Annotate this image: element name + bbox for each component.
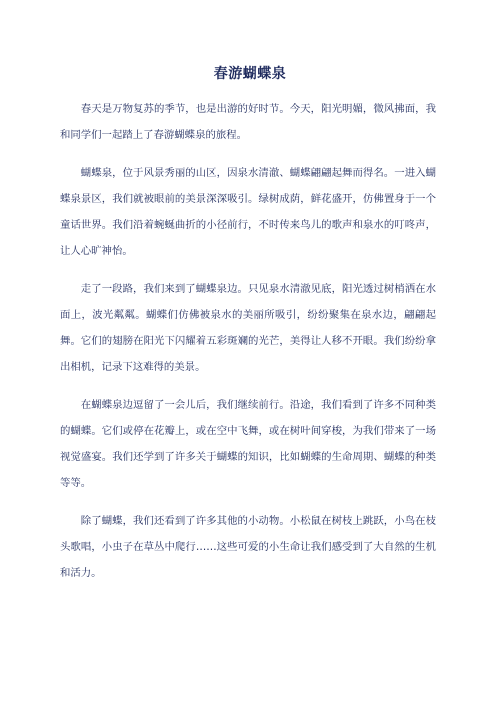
paragraph: 在蝴蝶泉边逗留了一会儿后，我们继续前行。沿途，我们看到了许多不同种类的蝴蝶。它们或停在花瓣上，或在空中飞舞，或在树叶间穿梭，为我们带来了一场视觉盛宴。我们还学到了许多关于蝴蝶的知识，比如蝴蝶的生命周期、蝴蝶的种类等等。 <box>60 399 436 489</box>
document-body <box>60 96 436 598</box>
document-title: 春游蝴蝶泉 <box>213 66 287 82</box>
paragraph: 蝴蝶泉，位于风景秀丽的山区，因泉水清澈、蝴蝶翩翩起舞而得名。一进入蝴蝶泉景区，我们就被眼前的美景深深吸引。绿树成荫，鲜花盛开，仿佛置身于一个童话世界。我们沿着蜿蜒曲折的小径前行，不时传来鸟儿的歌声和泉水的叮咚声，让人心旷神怡。 <box>60 167 436 257</box>
paragraph: 走了一段路，我们来到了蝴蝶泉边。只见泉水清澈见底，阳光透过树梢洒在水面上，波光粼粼。蝴蝶们仿佛被泉水的美丽所吸引，纷纷聚集在泉水边，翩翩起舞。它们的翅膀在阳光下闪耀着五彩斑斓的光芒，美得让人移不开眼。我们纷纷拿出相机，记录下这难得的美景。 <box>60 283 436 373</box>
paragraph: 春天是万物复苏的季节，也是出游的好时节。今天，阳光明媚，微风拂面，我和同学们一起踏上了春游蝴蝶泉的旅程。 <box>60 103 436 141</box>
paragraph: 除了蝴蝶，我们还看到了许多其他的小动物。小松鼠在树枝上跳跃，小鸟在枝头歌唱，小虫子在草丛中爬行……这些可爱的小生命让我们感受到了大自然的生机和活力。 <box>60 515 436 579</box>
